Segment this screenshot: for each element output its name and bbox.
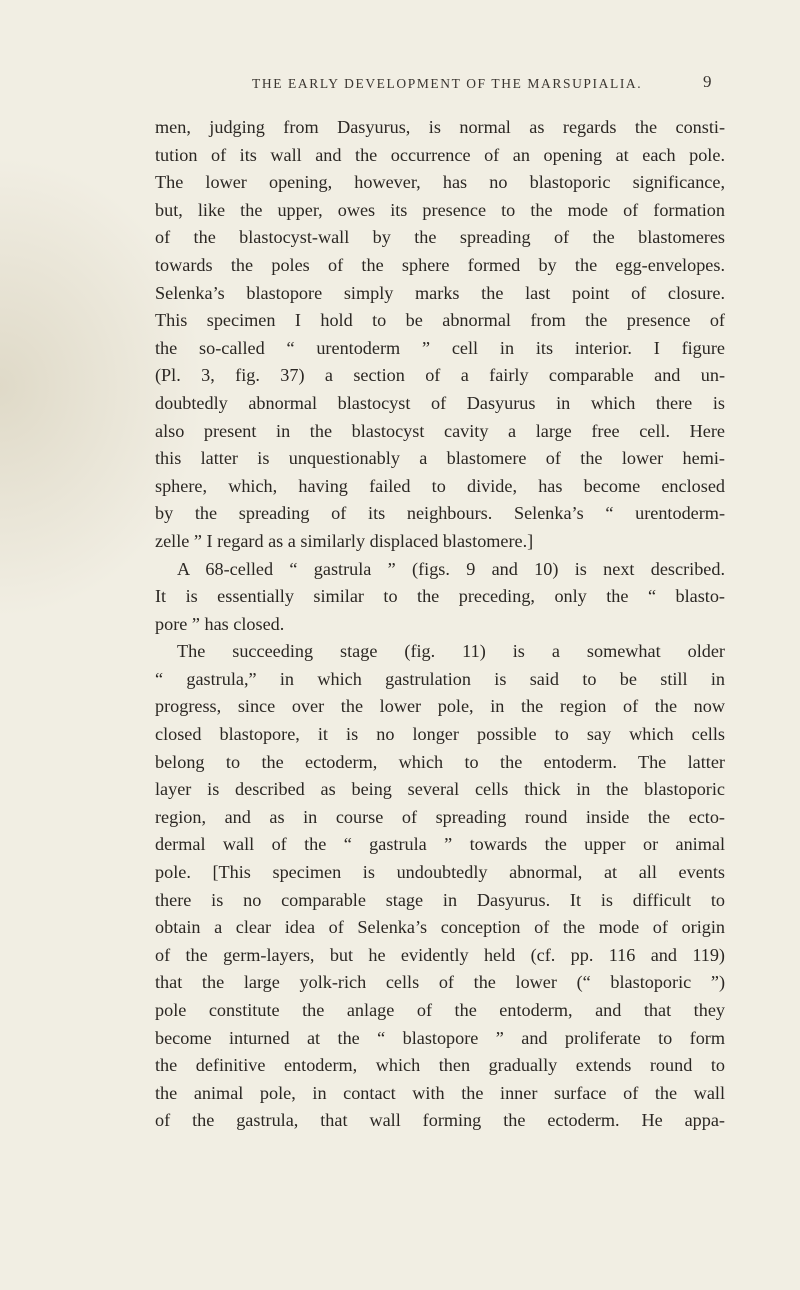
text-line: layer is described as being several cells thick in the blastoporic: [155, 779, 725, 800]
text-line: there is no comparable stage in Dasyurus. It is difficult to: [155, 889, 725, 910]
text-line: closed blastopore, it is no longer possible to say which cells: [155, 724, 725, 745]
text-line: pole. [This specimen is undoubtedly abnormal, at all events: [155, 862, 725, 883]
text-line: region, and as in course of spreading round inside the ecto-: [155, 806, 725, 827]
running-head: THE EARLY DEVELOPMENT OF THE MARSUPIALIA.: [252, 76, 643, 91]
text-line: also present in the blastocyst cavity a large free cell. Here: [155, 420, 725, 441]
body-text: [155, 114, 725, 1135]
text-line: “ gastrula,” in which gastrulation is said to be still in: [155, 668, 725, 689]
text-line: become inturned at the “ blastopore ” and proliferate to form: [155, 1027, 725, 1048]
text-line: of the blastocyst-wall by the spreading of the blastomeres: [155, 227, 725, 248]
text-line: of the germ-layers, but he evidently held (cf. pp. 116 and 119): [155, 944, 725, 965]
text-line: pole constitute the anlage of the entoderm, and that they: [155, 1000, 725, 1020]
text-line: dermal wall of the “ gastrula ” towards the upper or animal: [155, 834, 725, 855]
text-line: A 68-celled “ gastrula ” (figs. 9 and 10) is next described.: [177, 558, 725, 579]
text-line: the definitive entoderm, which then gradually extends round to: [155, 1055, 725, 1076]
text-line: men, judging from Dasyurus, is normal as regards the consti-: [155, 117, 725, 137]
text-line: The succeeding stage (fig. 11) is a somewhat older: [177, 641, 725, 662]
page-number: 9: [703, 72, 712, 91]
text-line: (Pl. 3, fig. 37) a section of a fairly comparable and un-: [155, 365, 725, 386]
text-line: Selenka’s blastopore simply marks the last point of closure.: [155, 282, 725, 303]
text-line: but, like the upper, owes its presence to the mode of formation: [155, 199, 725, 220]
text-line: tution of its wall and the occurrence of an opening at each pole.: [155, 144, 725, 165]
text-line: zelle ” I regard as a similarly displaced blastomere.]: [155, 530, 534, 551]
text-line: by the spreading of its neighbours. Selenka’s “ urentoderm-: [155, 503, 725, 524]
text-line: doubtedly abnormal blastocyst of Dasyurus in which there is: [155, 392, 725, 413]
text-line: of the gastrula, that wall forming the ectoderm. He appa-: [155, 1110, 725, 1131]
text-line: obtain a clear idea of Selenka’s conception of the mode of origin: [155, 917, 725, 938]
text-line: that the large yolk-rich cells of the lower (“ blastoporic ”): [155, 972, 725, 993]
text-line: This specimen I hold to be abnormal from the presence of: [155, 310, 725, 331]
text-line: this latter is unquestionably a blastomere of the lower hemi-: [155, 448, 725, 469]
text-line: towards the poles of the sphere formed by the egg-envelopes.: [155, 254, 725, 275]
text-line: progress, since over the lower pole, in the region of the now: [155, 696, 725, 717]
text-line: The lower opening, however, has no blastoporic significance,: [155, 172, 725, 193]
text-line: sphere, which, having failed to divide, has become enclosed: [155, 475, 725, 496]
text-line: the so-called “ urentoderm ” cell in its interior. I figure: [155, 337, 725, 358]
text-line: pore ” has closed.: [155, 613, 285, 634]
text-line: the animal pole, in contact with the inner surface of the wall: [155, 1082, 725, 1103]
text-line: belong to the ectoderm, which to the entoderm. The latter: [155, 751, 725, 772]
text-line: It is essentially similar to the preceding, only the “ blasto-: [155, 586, 725, 607]
